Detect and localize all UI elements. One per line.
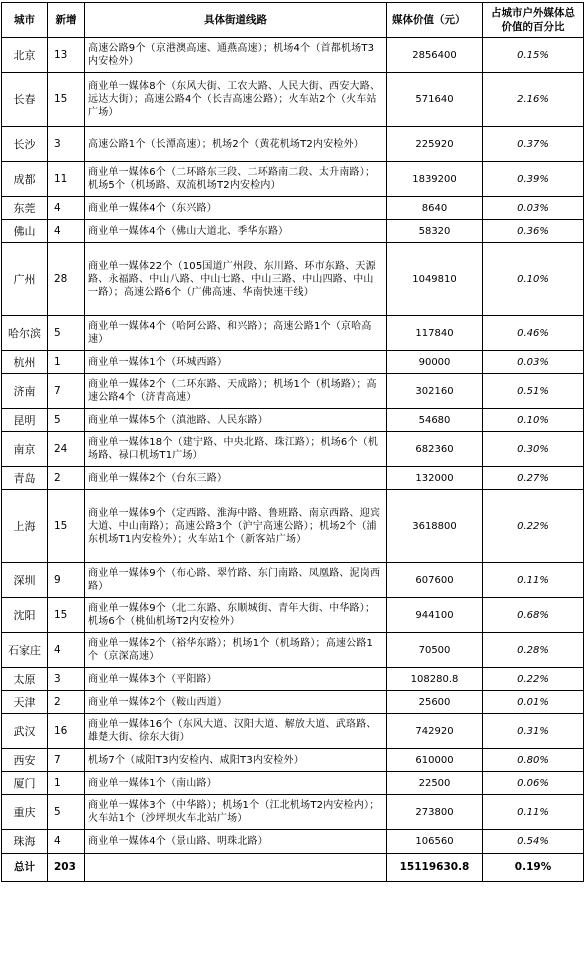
city-cell: 昆明 [2,409,48,432]
city-cell: 沈阳 [2,598,48,633]
media-value-cell: 225920 [387,127,483,162]
table-row [2,772,584,795]
media-value-cell: 25600 [387,691,483,714]
table-row [2,220,584,243]
table-row [2,490,584,563]
city-cell: 长沙 [2,127,48,162]
media-value-cell: 607600 [387,563,483,598]
total-new: 203 [48,854,85,882]
route-cell: 商业单一媒体16个（东风大道、汉阳大道、解放大道、武珞路、雄楚大街、徐东大街） [85,714,387,749]
media-value-cell: 3618800 [387,490,483,563]
media-value-cell: 682360 [387,432,483,467]
route-cell: 商业单一媒体4个（佛山大道北、季华东路） [85,220,387,243]
new-count-cell: 4 [48,633,85,668]
city-cell: 天津 [2,691,48,714]
percent-cell: 0.37% [483,127,584,162]
media-value-cell: 22500 [387,772,483,795]
route-cell: 商业单一媒体1个（南山路） [85,772,387,795]
city-cell: 杭州 [2,351,48,374]
media-value-cell: 132000 [387,467,483,490]
route-cell: 商业单一媒体9个（布心路、翠竹路、东门南路、凤凰路、泥岗西路） [85,563,387,598]
route-cell: 商业单一媒体2个（鞍山西道） [85,691,387,714]
table-row [2,749,584,772]
route-cell: 商业单一媒体4个（东兴路） [85,197,387,220]
media-value-cell: 106560 [387,830,483,854]
percent-cell: 0.03% [483,197,584,220]
media-value-cell: 54680 [387,409,483,432]
new-count-cell: 3 [48,668,85,691]
new-count-cell: 2 [48,467,85,490]
percent-cell: 0.11% [483,795,584,830]
city-cell: 石家庄 [2,633,48,668]
new-count-cell: 5 [48,795,85,830]
route-cell: 商业单一媒体6个（二环路东三段、二环路南二段、太升南路）；机场5个（机场路、双流机场T2内安检内） [85,162,387,197]
total-value: 15119630.8 [387,854,483,882]
percent-cell: 0.36% [483,220,584,243]
percent-cell: 0.15% [483,38,584,73]
media-value-cell: 8640 [387,197,483,220]
new-count-cell: 24 [48,432,85,467]
route-cell: 商业单一媒体4个（景山路、明珠北路） [85,830,387,854]
table-row [2,563,584,598]
city-cell: 哈尔滨 [2,316,48,351]
table-row [2,432,584,467]
media-table [1,2,584,882]
city-cell: 武汉 [2,714,48,749]
route-cell: 商业单一媒体1个（环城西路） [85,351,387,374]
total-percent: 0.19% [483,854,584,882]
table-row [2,409,584,432]
header-value: 媒体价值（元） [387,3,483,38]
table-row [2,38,584,73]
table-row [2,374,584,409]
new-count-cell: 11 [48,162,85,197]
percent-cell: 0.22% [483,490,584,563]
route-cell: 商业单一媒体5个（滇池路、人民东路） [85,409,387,432]
table-row [2,73,584,127]
percent-cell: 0.22% [483,668,584,691]
route-cell: 商业单一媒体18个（建宁路、中央北路、珠江路）；机场6个（机场路、禄口机场T1广场） [85,432,387,467]
new-count-cell: 15 [48,598,85,633]
percent-cell: 0.39% [483,162,584,197]
table-row [2,197,584,220]
new-count-cell: 28 [48,243,85,316]
route-cell: 商业单一媒体9个（定西路、淮海中路、鲁班路、南京西路、迎宾大道、中山南路）；高速公路3个（沪宁高速公路）；机场2个（浦东机场T1内安检外）；火车站1个（新客站广场） [85,490,387,563]
percent-cell: 0.03% [483,351,584,374]
new-count-cell: 3 [48,127,85,162]
header-route: 具体街道线路 [85,3,387,38]
percent-cell: 0.06% [483,772,584,795]
media-value-cell: 944100 [387,598,483,633]
city-cell: 深圳 [2,563,48,598]
new-count-cell: 4 [48,220,85,243]
media-value-cell: 108280.8 [387,668,483,691]
city-cell: 珠海 [2,830,48,854]
table-row [2,316,584,351]
header-percent: 占城市户外媒体总价值的百分比 [483,3,584,38]
table-row [2,351,584,374]
percent-cell: 0.80% [483,749,584,772]
new-count-cell: 16 [48,714,85,749]
media-value-cell: 302160 [387,374,483,409]
city-cell: 广州 [2,243,48,316]
table-row [2,633,584,668]
new-count-cell: 7 [48,749,85,772]
percent-cell: 0.10% [483,409,584,432]
media-value-cell: 742920 [387,714,483,749]
new-count-cell: 4 [48,197,85,220]
percent-cell: 0.51% [483,374,584,409]
new-count-cell: 4 [48,830,85,854]
table-row [2,598,584,633]
total-row [2,854,584,882]
media-value-cell: 610000 [387,749,483,772]
media-value-cell: 273800 [387,795,483,830]
city-cell: 北京 [2,38,48,73]
city-cell: 成都 [2,162,48,197]
media-value-cell: 90000 [387,351,483,374]
city-cell: 太原 [2,668,48,691]
route-cell: 商业单一媒体2个（裕华东路）；机场1个（机场路）；高速公路1个（京深高速） [85,633,387,668]
new-count-cell: 9 [48,563,85,598]
media-value-cell: 1049810 [387,243,483,316]
percent-cell: 0.31% [483,714,584,749]
new-count-cell: 7 [48,374,85,409]
new-count-cell: 15 [48,490,85,563]
percent-cell: 0.68% [483,598,584,633]
percent-cell: 0.30% [483,432,584,467]
table-body [2,38,584,854]
header-city: 城市 [2,3,48,38]
route-cell: 高速公路1个（长潭高速）；机场2个（黄花机场T2内安检外） [85,127,387,162]
city-cell: 济南 [2,374,48,409]
city-cell: 上海 [2,490,48,563]
city-cell: 佛山 [2,220,48,243]
percent-cell: 0.28% [483,633,584,668]
percent-cell: 0.27% [483,467,584,490]
table-row [2,691,584,714]
table-row [2,162,584,197]
table-row [2,830,584,854]
new-count-cell: 15 [48,73,85,127]
total-route [85,854,387,882]
media-value-cell: 58320 [387,220,483,243]
total-label: 总计 [2,854,48,882]
route-cell: 机场7个（咸阳T3内安检内、咸阳T3内安检外） [85,749,387,772]
city-cell: 重庆 [2,795,48,830]
percent-cell: 2.16% [483,73,584,127]
percent-cell: 0.46% [483,316,584,351]
city-cell: 南京 [2,432,48,467]
route-cell: 商业单一媒体3个（中华路）；机场1个（江北机场T2内安检内）；火车站1个（沙坪坝火车北站广场） [85,795,387,830]
route-cell: 商业单一媒体22个（105国道广州段、东川路、环市东路、天源路、永福路、中山八路、中山七路、中山三路、中山四路、中山一路）；高速公路6个（广佛高速、华南快速干线） [85,243,387,316]
media-value-cell: 1839200 [387,162,483,197]
table-row [2,795,584,830]
route-cell: 高速公路9个（京港澳高速、通燕高速）；机场4个（首都机场T3内安检外） [85,38,387,73]
table-row [2,467,584,490]
percent-cell: 0.54% [483,830,584,854]
percent-cell: 0.11% [483,563,584,598]
city-cell: 东莞 [2,197,48,220]
city-cell: 西安 [2,749,48,772]
new-count-cell: 13 [48,38,85,73]
table-row [2,714,584,749]
route-cell: 商业单一媒体3个（平阳路） [85,668,387,691]
new-count-cell: 1 [48,351,85,374]
percent-cell: 0.01% [483,691,584,714]
new-count-cell: 5 [48,409,85,432]
new-count-cell: 2 [48,691,85,714]
table-row [2,127,584,162]
media-value-cell: 571640 [387,73,483,127]
route-cell: 商业单一媒体9个（北二东路、东顺城街、青年大街、中华路）；机场6个（桃仙机场T2内安检外） [85,598,387,633]
route-cell: 商业单一媒体8个（东风大街、工农大路、人民大街、西安大路、远达大街）；高速公路4个（长吉高速公路）；火车站2个（火车站广场） [85,73,387,127]
city-cell: 长春 [2,73,48,127]
new-count-cell: 1 [48,772,85,795]
route-cell: 商业单一媒体2个（二环东路、天成路）；机场1个（机场路）；高速公路4个（济青高速） [85,374,387,409]
route-cell: 商业单一媒体4个（哈阿公路、和兴路）；高速公路1个（京哈高速） [85,316,387,351]
table-row [2,243,584,316]
new-count-cell: 5 [48,316,85,351]
percent-cell: 0.10% [483,243,584,316]
route-cell: 商业单一媒体2个（台东三路） [85,467,387,490]
media-value-cell: 117840 [387,316,483,351]
media-value-cell: 2856400 [387,38,483,73]
header-row [2,3,584,38]
header-new: 新增 [48,3,85,38]
city-cell: 青岛 [2,467,48,490]
table-row [2,668,584,691]
media-value-cell: 70500 [387,633,483,668]
city-cell: 厦门 [2,772,48,795]
